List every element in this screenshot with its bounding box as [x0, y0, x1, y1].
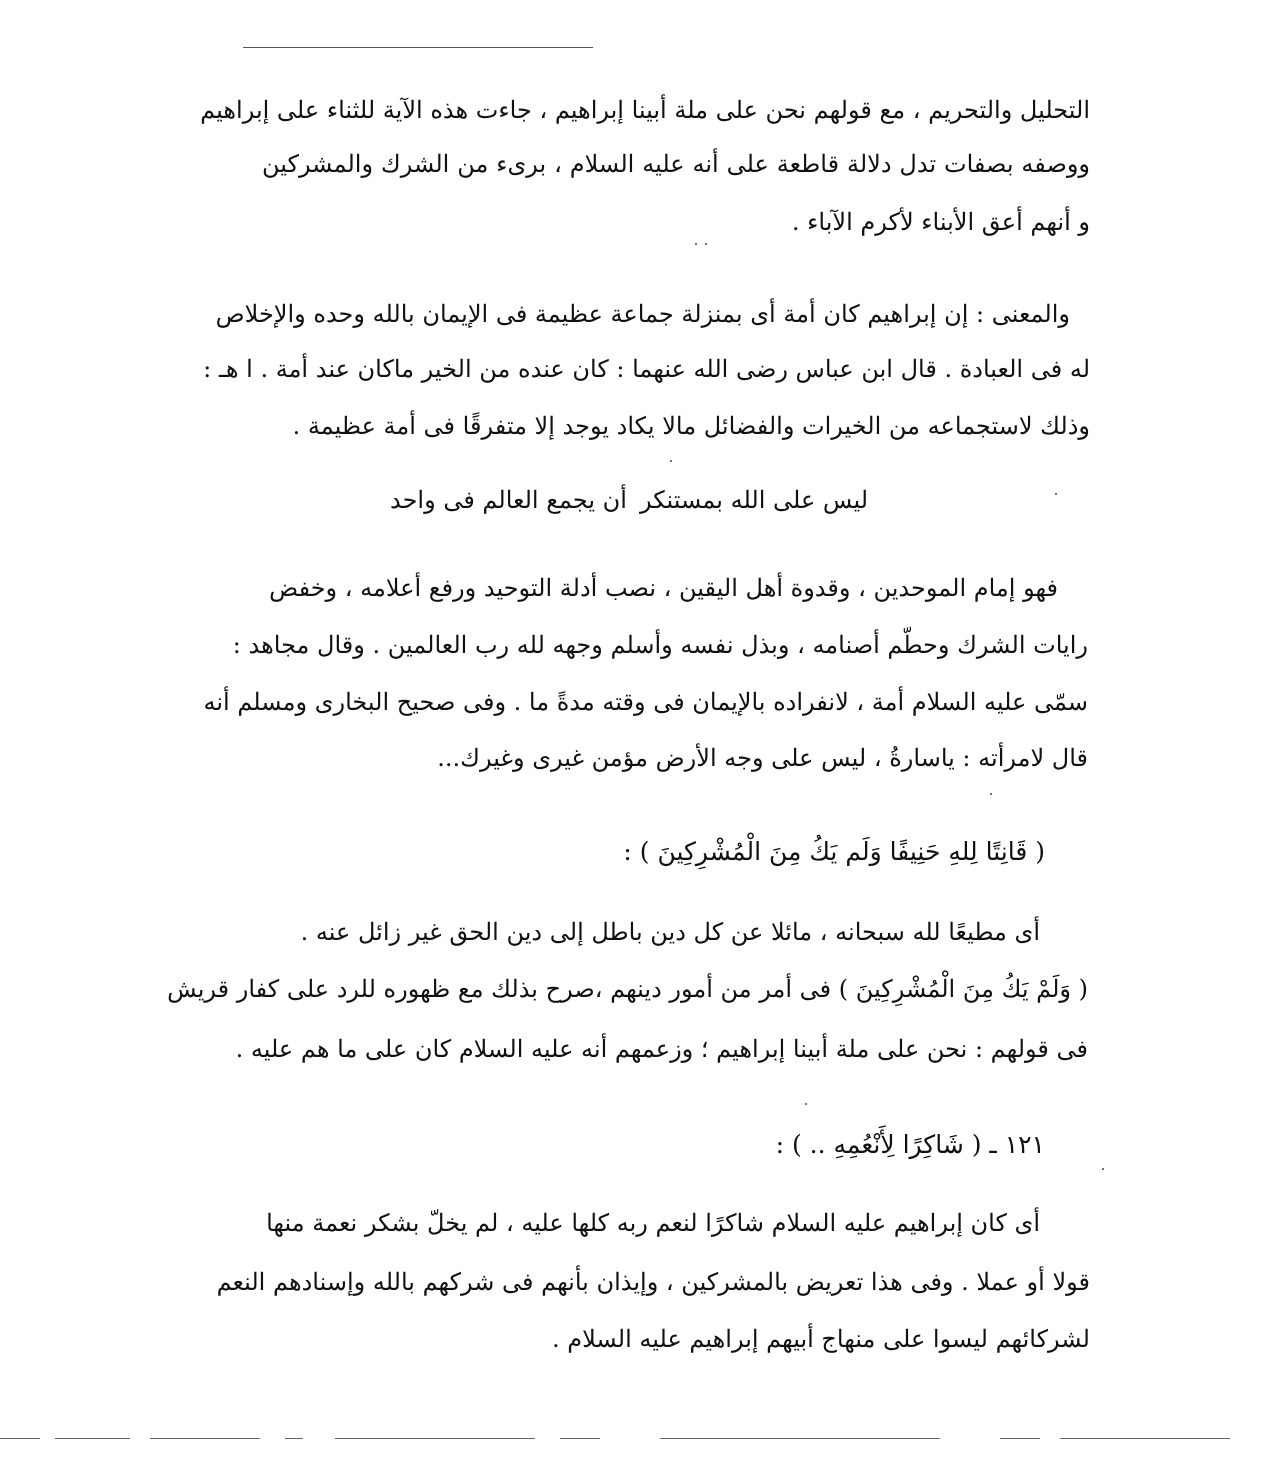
scan-speck [1055, 493, 1057, 495]
text-line: قال لامرأته : ياسارةُ ، ليس على وجه الأرض مؤمن غيرى وغيرك... [437, 744, 1088, 772]
bottom-rules [0, 1438, 1274, 1442]
text-line: سمّى عليه السلام أمة ، لانفراده بالإيمان فى وقته مدةً ما . وفى صحيح البخارى ومسلم أنه [203, 688, 1088, 716]
scan-speck [990, 793, 992, 795]
text-line: فى قولهم : نحن على ملة أبينا إبراهيم ؛ وزعمهم أنه عليه السلام كان على ما هم عليه . [235, 1035, 1088, 1063]
text-line: فهو إمام الموحدين ، وقدوة أهل اليقين ، نصب أدلة التوحيد ورفع أعلامه ، وخفض [269, 574, 1058, 602]
text-line: و أنهم أعق الأبناء لأكرم الآباء . [791, 208, 1090, 236]
scan-speck [705, 243, 707, 245]
text-line: أى كان إبراهيم عليه السلام شاكرًا لنعم ربه كلها عليه ، لم يخلّ بشكر نعمة منها [266, 1209, 1040, 1237]
text-line: التحليل والتحريم ، مع قولهم نحن على ملة أبينا إبراهيم ، جاءت هذه الآية للثناء على إبراهيم [200, 96, 1090, 124]
text-line: لشركائهم ليسوا على منهاج أبيهم إبراهيم عليه السلام . [551, 1325, 1090, 1353]
verse-hemistich-first: ليس على الله بمستنكر [640, 486, 869, 514]
scan-speck [805, 1103, 807, 1105]
scan-speck [670, 460, 672, 462]
text-line: أى مطيعًا لله سبحانه ، مائلا عن كل دين باطل إلى دين الحق غير زائل عنه . [300, 918, 1040, 946]
text-line: له فى العبادة . قال ابن عباس رضى الله عنهما : كان عنده من الخير ماكان عند أمة . ا هـ : [203, 355, 1090, 383]
scan-speck [1102, 1168, 1104, 1170]
text-line: ووصفه بصفات تدل دلالة قاطعة على أنه عليه السلام ، برىء من الشرك والمشركين [262, 150, 1091, 178]
text-line: رايات الشرك وحطّم أصنامه ، وبذل نفسه وأسلم وجهه لله رب العالمين . وقال مجاهد : [232, 631, 1088, 659]
scan-speck [695, 243, 697, 245]
text-line: قولا أو عملا . وفى هذا تعريض بالمشركين ، وإيذان بأنهم فى شركهم بالله وإسنادهم النعم [216, 1268, 1090, 1296]
text-line: والمعنى : إن إبراهيم كان أمة أى بمنزلة جماعة عظيمة فى الإيمان بالله وحده والإخلاص [215, 300, 1070, 328]
top-rule [243, 47, 593, 48]
text-line: وذلك لاستجماعه من الخيرات والفضائل مالا يكاد يوجد إلا متفرقًا فى أمة عظيمة . [292, 412, 1090, 440]
quranic-heading-1: ( قَانِتًا لِلهِ حَنِيفًا وَلَم يَكُ مِنَ الْمُشْرِكِينَ ) : [623, 837, 1045, 866]
text-line: ( وَلَمْ يَكُ مِنَ الْمُشْرِكِينَ ) فى أمر من أمور دينهم ،صرح بذلك مع ظهوره للرد على كفار قريش [167, 975, 1088, 1003]
verse-hemistich-second: أن يجمع العالم فى واحد [390, 486, 627, 514]
verse-heading-121: ١٢١ ـ ( شَاكِرًا لِأَنْعُمِهِ .. ) : [775, 1130, 1045, 1159]
